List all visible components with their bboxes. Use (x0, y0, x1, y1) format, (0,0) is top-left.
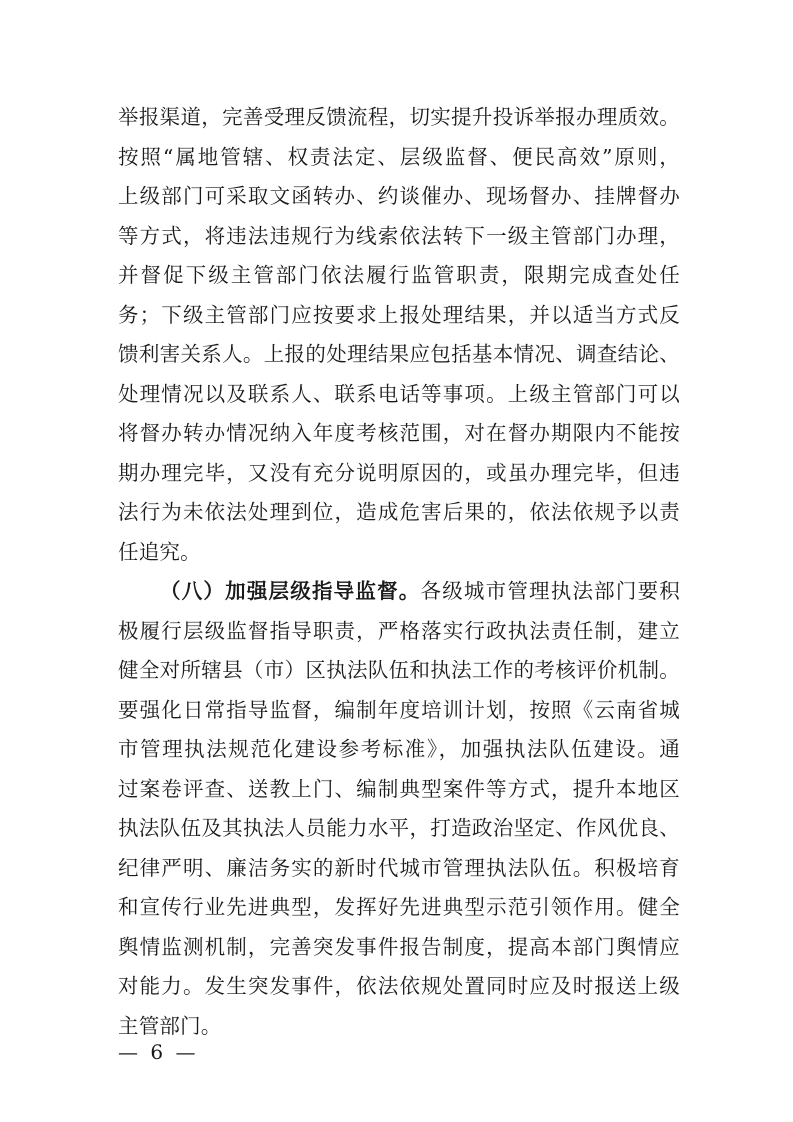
text-line: 纪律严明、廉洁务实的新时代城市管理执法队伍。积极培育 (118, 855, 680, 880)
text-line: 任追究。 (118, 539, 201, 564)
text-line: 上级部门可采取文函转办、约谈催办、现场督办、挂牌督办 (118, 184, 680, 208)
paragraph-first-line (118, 572, 680, 612)
paragraph-hierarchical-supervision (118, 572, 680, 1046)
text-line: 对能力。发生突发事件，依法依规处置同时应及时报送上级 (118, 974, 680, 998)
text-line: 极履行层级监督指导职责，严格落实行政执法责任制，建立 (118, 618, 680, 643)
text-line: 按照“属地管辖、权责法定、层级监督、便民高效”原则， (118, 144, 680, 169)
text-line: 市管理执法规范化建设参考标准》，加强执法队伍建设。通 (118, 737, 680, 761)
text-line: 主管部门。 (118, 1013, 222, 1038)
text-line: 法行为未依法处理到位，造成危害后果的，依法依规予以责 (118, 500, 680, 524)
text-line: 并督促下级主管部门依法履行监管职责，限期完成查处任 (118, 263, 680, 287)
page-number: — 6 — (118, 1040, 199, 1064)
paragraph-complaint-handling (118, 98, 680, 572)
text-line: 健全对所辖县（市）区执法队伍和执法工作的考核评价机制。 (118, 658, 680, 682)
text-line: 和宣传行业先进典型，发挥好先进典型示范引领作用。健全 (118, 895, 680, 919)
text-line: 期办理完毕，又没有充分说明原因的，或虽办理完毕，但违 (118, 460, 680, 485)
text-line: 馈利害关系人。上报的处理结果应包括基本情况、调查结论、 (118, 342, 680, 366)
text-line: 务；下级主管部门应按要求上报处理结果，并以适当方式反 (118, 302, 680, 327)
section-heading: （八）加强层级指导监督。 (160, 579, 421, 603)
text-line: 等方式，将违法违规行为线索依法转下一级主管部门办理， (118, 223, 680, 248)
text-line: 舆情监测机制，完善突发事件报告制度，提高本部门舆情应 (118, 934, 680, 959)
text-line: 举报渠道，完善受理反馈流程，切实提升投诉举报办理质效。 (118, 105, 680, 129)
body-text (118, 98, 680, 1046)
text-line: 处理情况以及联系人、联系电话等事项。上级主管部门可以 (118, 381, 680, 406)
text-line: 过案卷评查、送教上门、编制典型案件等方式，提升本地区 (118, 776, 680, 801)
text-line: 将督办转办情况纳入年度考核范围，对在督办期限内不能按 (118, 421, 680, 445)
text-line-rest: 各级城市管理执法部门要积 (420, 579, 680, 603)
text-line: 要强化日常指导监督，编制年度培训计划，按照《云南省城 (118, 697, 680, 722)
text-line: 执法队伍及其执法人员能力水平，打造政治坚定、作风优良、 (118, 816, 680, 840)
